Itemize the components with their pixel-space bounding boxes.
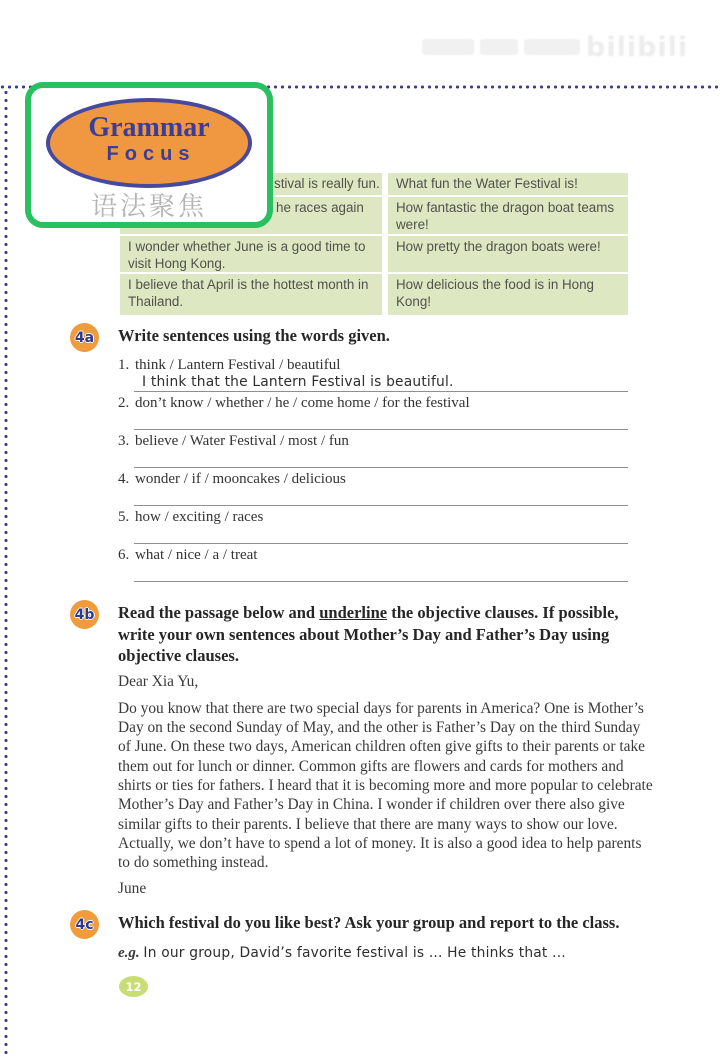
section-4c-title: Which festival do you like best? Ask your group and report to the class.	[118, 913, 620, 932]
handwritten-answer: I think that the Lantern Festival is beautiful.	[142, 373, 454, 390]
item-prompt	[118, 394, 643, 412]
item-prompt-text: believe / Water Festival / most / fun	[135, 432, 349, 449]
item-prompt	[118, 546, 643, 564]
item-prompt	[118, 508, 643, 526]
item-prompt-text: think / Lantern Festival / beautiful	[135, 356, 341, 373]
section-4a-title: Write sentences using the words given.	[118, 326, 390, 345]
table-cell-statement: stival is really fun.	[120, 173, 382, 195]
section-badge-4c: 4c	[70, 910, 99, 939]
item-number: 5.	[118, 508, 130, 525]
table-cell-exclamation: How pretty the dragon boats were!	[388, 236, 628, 272]
title-part: Read the passage below and	[118, 603, 320, 622]
item-number: 2.	[118, 394, 130, 411]
letter-signature: June	[118, 879, 147, 897]
letter-salutation: Dear Xia Yu,	[118, 672, 199, 690]
table-cell-statement: I wonder whether June is a good time to visit Hong Kong.	[120, 236, 382, 272]
example-line	[118, 945, 643, 962]
answer-blank	[134, 429, 628, 430]
table-cell-exclamation: How delicious the food is in Hong Kong!	[388, 274, 628, 315]
exercise-item-5	[118, 508, 643, 546]
bilibili-logo-text: bilibili	[586, 31, 689, 63]
item-prompt	[118, 470, 643, 488]
item-number: 1.	[118, 356, 130, 373]
item-prompt-text: don’t know / whether / he / come home / for the festival	[135, 394, 470, 411]
exercise-item-6	[118, 546, 643, 584]
exercise-item-4	[118, 470, 643, 508]
answer-blank	[134, 505, 628, 506]
watermark-blur-block	[422, 39, 474, 55]
grammar-focus-ellipse	[46, 98, 252, 188]
title-underlined-word: underline	[319, 603, 388, 622]
table-cell-exclamation: How fantastic the dragon boat teams were!	[388, 197, 628, 234]
exercise-item-3	[118, 432, 643, 470]
section-4b	[68, 598, 653, 898]
section-4a	[68, 321, 643, 584]
page-number-badge: 12	[119, 976, 148, 997]
grammar-focus-title: Grammar	[88, 112, 210, 143]
item-number: 6.	[118, 546, 130, 563]
table-cell-statement: I believe that April is the hottest month in Thailand.	[120, 274, 382, 315]
exercise-items	[118, 356, 643, 584]
watermark-blur-block	[480, 39, 518, 55]
bilibili-watermark	[422, 28, 707, 66]
watermark-blur-block	[524, 39, 580, 55]
section-4b-title	[118, 598, 643, 667]
grammar-focus-title-line2: Focus	[106, 143, 196, 165]
item-number: 4.	[118, 470, 130, 487]
answer-blank	[134, 467, 628, 468]
item-prompt-text: what / nice / a / treat	[135, 546, 258, 563]
example-text: In our group, David’s favorite festival is ... He thinks that ...	[143, 944, 566, 961]
grammar-focus-logo-box	[25, 82, 273, 228]
left-dotted-border	[3, 90, 9, 1055]
exercise-item-1	[118, 356, 643, 394]
item-number: 3.	[118, 432, 130, 449]
section-badge-4b: 4b	[70, 600, 99, 629]
title-part: the objective clauses. If possible, write your own sentences about Mother’s Day and Father’s Day using objective clauses.	[118, 603, 619, 665]
item-prompt	[118, 432, 643, 450]
table-cell-statement: he races again	[120, 197, 382, 234]
section-badge-4a: 4a	[70, 323, 99, 352]
answer-blank	[134, 543, 628, 544]
answer-blank	[134, 391, 628, 392]
item-prompt-text: how / exciting / races	[135, 508, 264, 525]
item-prompt	[118, 356, 643, 374]
section-4c	[68, 908, 643, 962]
answer-blank	[134, 581, 628, 582]
grammar-focus-subtitle-cn: 语法聚焦	[90, 192, 207, 222]
item-prompt-text: wonder / if / mooncakes / delicious	[135, 470, 346, 487]
exercise-item-2	[118, 394, 643, 432]
table-cell-exclamation: What fun the Water Festival is!	[388, 173, 628, 195]
letter-body: Do you know that there are two special days for parents in America? One is Mother’s Day on the second Sunday of May, and the other is Father’s Day on the third Sunday of June. On these two days, American children often give gifts to their parents or take them out for lunch or dinner. Common gifts are flowers and cards for mothers and shirts or ties for fathers. I heard that it is becoming more and more popular to celebrate Mother’s Day and Father’s Day in China. I wonder if children over there also give similar gifts to their parents. I believe that there are many ways to show our love. Actually, we don’t have to spend a lot of money. It is also a good idea to help parents to do something instead.	[118, 699, 653, 872]
example-label: e.g.	[118, 944, 140, 961]
